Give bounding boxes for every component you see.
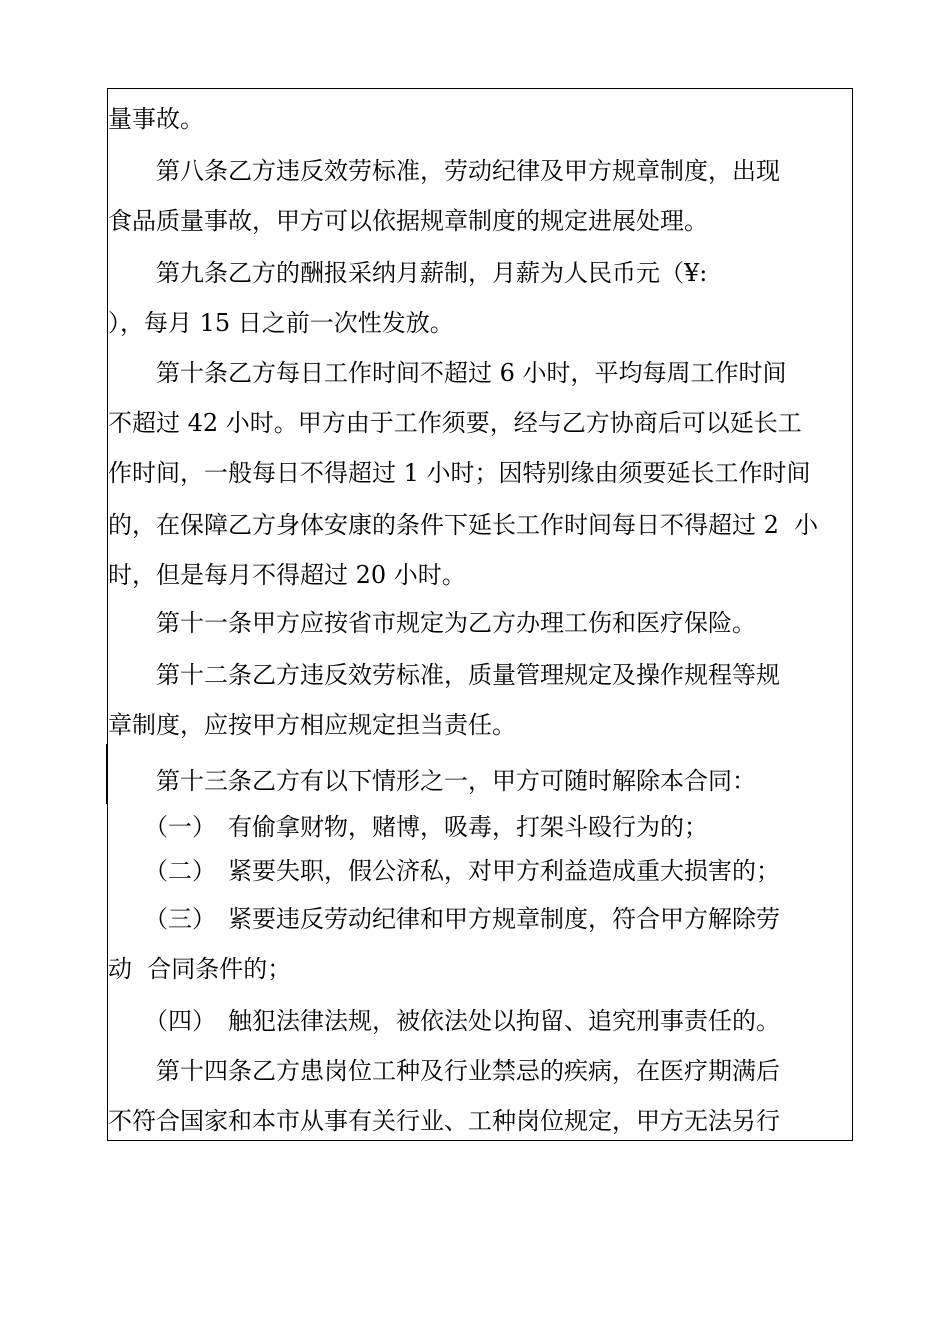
text-line: 作时间，一般每日不得超过 1 小时；因特别缘由须要延长工作时间: [108, 459, 811, 487]
text-line: 第十条乙方每日工作时间不超过 6 小时，平均每周工作时间: [108, 359, 787, 387]
text-line: 第十三条乙方有以下情形之一，甲方可随时解除本合同：: [108, 767, 756, 795]
text-line: 第十四条乙方患岗位工种及行业禁忌的疾病，在医疗期满后: [108, 1057, 780, 1085]
text-line: 章制度，应按甲方相应规定担当责任。: [108, 711, 516, 739]
text-line: 的，在保障乙方身体安康的条件下延长工作时间每日不得超过 2 小: [108, 511, 819, 539]
text-line: 动 合同条件的；: [108, 955, 292, 983]
text-line: 第十二条乙方违反效劳标准，质量管理规定及操作规程等规: [108, 661, 780, 689]
text-line: （三） 紧要违反劳动纪律和甲方规章制度，符合甲方解除劳: [108, 905, 780, 933]
text-line: ），每月 15 日之前一次性发放。: [108, 309, 454, 337]
text-line: （一） 有偷拿财物，赌博，吸毒，打架斗殴行为的；: [108, 813, 708, 841]
text-line: 第八条乙方违反效劳标准，劳动纪律及甲方规章制度，出现: [108, 157, 780, 185]
text-line: 量事故。: [108, 105, 204, 133]
text-line: （四） 触犯法律法规，被依法处以拘留、追究刑事责任的。: [108, 1007, 780, 1035]
text-line: 时，但是每月不得超过 20 小时。: [108, 561, 466, 589]
text-line: 不符合国家和本市从事有关行业、工种岗位规定，甲方无法另行: [108, 1107, 780, 1135]
text-line: 食品质量事故，甲方可以依据规章制度的规定进展处理。: [108, 207, 708, 235]
text-line: 不超过 42 小时。甲方由于工作须要，经与乙方协商后可以延长工: [108, 409, 802, 437]
text-line: 第九条乙方的酬报采纳月薪制，月薪为人民币元（¥:: [108, 259, 708, 287]
text-line: 第十一条甲方应按省市规定为乙方办理工伤和医疗保险。: [108, 609, 756, 637]
text-line: （二） 紧要失职，假公济私，对甲方利益造成重大损害的；: [108, 857, 780, 885]
